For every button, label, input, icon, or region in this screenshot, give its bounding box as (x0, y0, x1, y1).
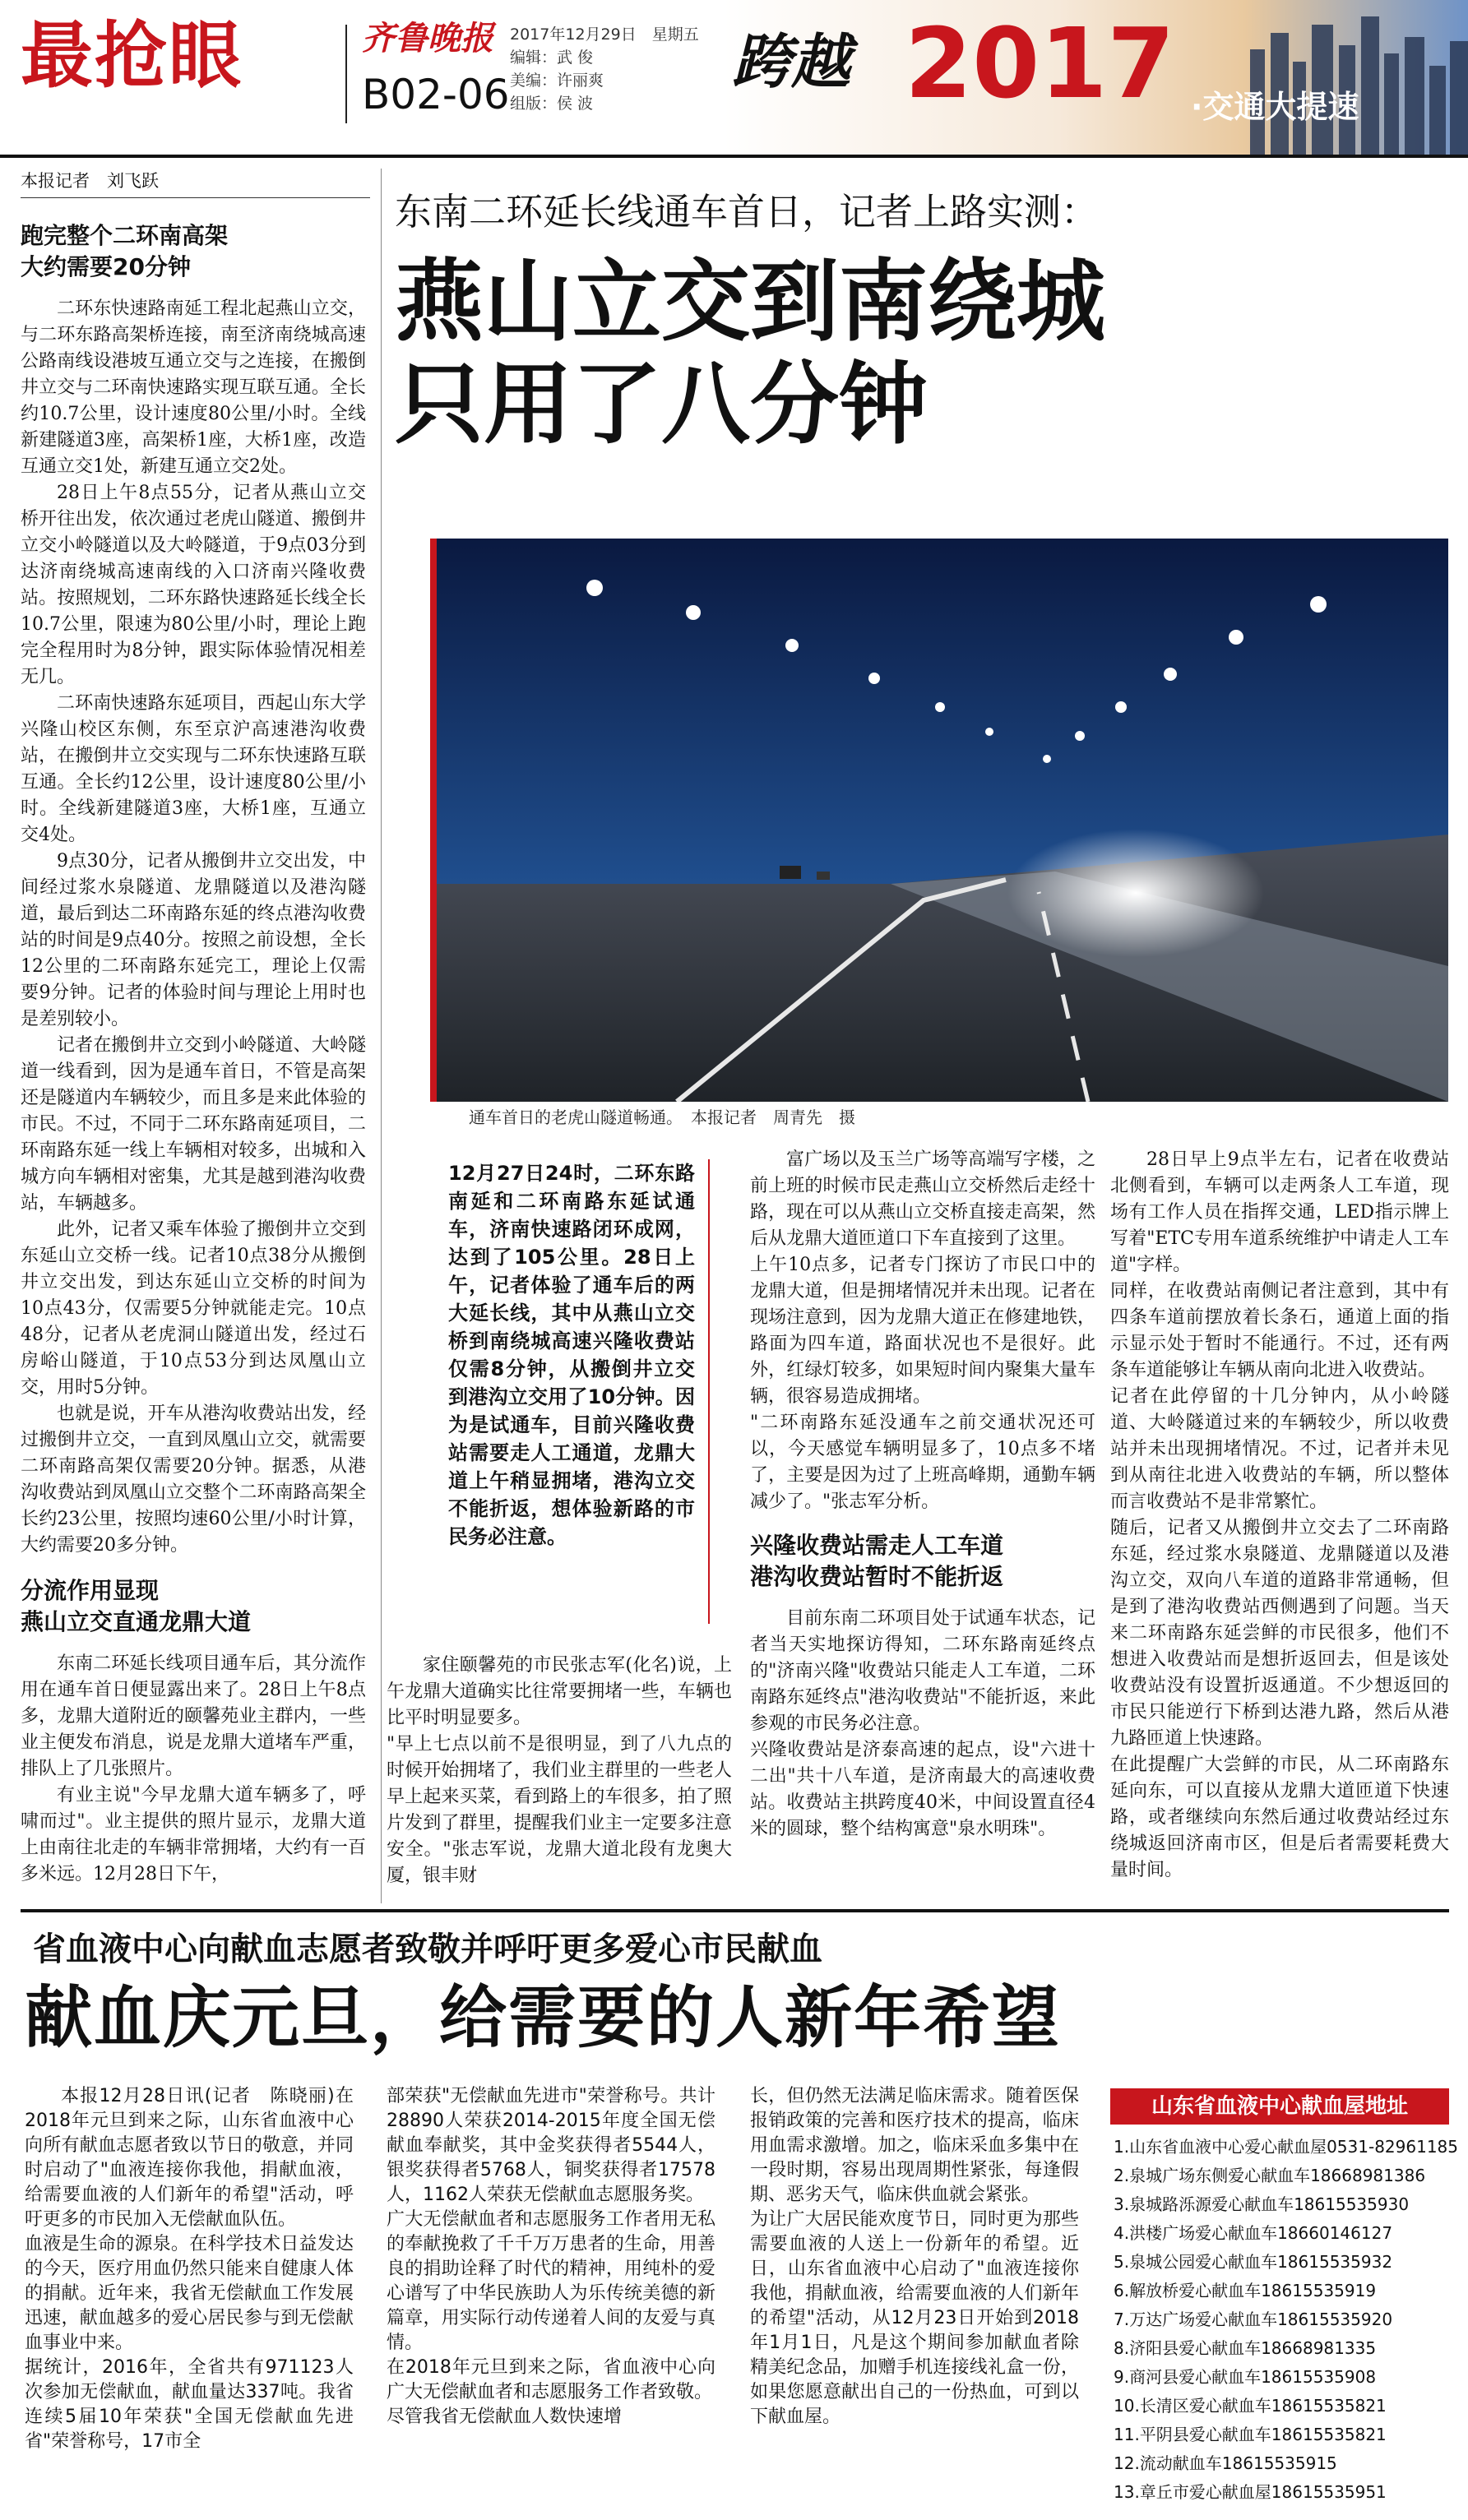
issue-weekday: 星期五 (651, 25, 699, 44)
list-item: 10.长清区爱心献血车18615535821 (1114, 2396, 1387, 2416)
sidebar-title: 山东省血液中心献血屋地址 (1110, 2088, 1449, 2125)
column-3-body-b: 目前东南二环项目处于试通车状态，记者当天实地探访得知，二环东路南延终点的"济南兴隆"收费站只能走人工车道，二环南路东延终点"港沟收费站"不能折返，来此参观的市民务必注意。 兴隆收费站是济泰高速的起点，设"六进十二出"共十八车道，是济南最大的高速收费站。收费站主拱跨度40米，中间设置直径4米的圆球，整个结构寓意"泉水明珠"。 (750, 1608, 1095, 1839)
paragraph: 此外，记者又乘车体验了搬倒井立交到东延山立交桥一线。记者10点38分从搬倒井立交出发，到达东延山立交桥的时间为10点43分，仅需要5分钟就能走完。10点48分，记者从老虎洞山隧道出发，经过石房峪山隧道，于10点53分到达凤凰山立交，用时5分钟。 (21, 1219, 366, 1398)
column-3-body: 富广场以及玉兰广场等高端写字楼，之前上班的时候市民走燕山立交桥然后走经十路，现在可以从燕山立交桥直接走高架，然后从龙鼎大道匝道口下车直接到了这里。 上午10点多，记者专门探访了市民口中的龙鼎大道，但是拥堵情况并未出现。记者在现场注意到，因为龙鼎大道正在修建地铁，路面为四车道，路面状况也不是很好。此外，红绿灯较多，如果短时间内聚集大量车辆，很容易造成拥堵。 "二环南路东延没通车之前交通状况还可以，今天感觉车辆明显多了，10点多不堵了，主要是因为过了上班高峰期，通勤车辆减少了。"张志军分析。 (750, 1149, 1095, 1512)
column-1 (21, 220, 366, 1888)
paper-name: 齐鲁晚报 (362, 19, 493, 58)
byline: 本报记者 刘飞跃 (21, 171, 159, 191)
headline-line-2: 只用了八分钟 (395, 354, 928, 456)
issue-date: 2017年12月29日 (510, 25, 637, 44)
issue-info (510, 23, 699, 115)
blood-column-3: 长，但仍然无法满足临床需求。随着医保报销政策的完善和医疗技术的提高，临床用血需求激增。加之，临床采血多集中在一段时期，容易出现周期性紧张，每逢假期、恶劣天气，临床供血就会紧张。 为让广大居民能欢度节日，同时更为那些需要血液的人送上一份新年的希望。近日，山东省血液中心启动了"血液连接你我他，捐献血液，给需要血液的人们新年的希望"活动，从12月23日开始到2018年1月1日，凡是这个期间参加献血者除精美纪念品，加赠手机连接线礼盒一份，如果您愿意献出自己的一份热血，可到以下献血屋。 (750, 2086, 1079, 2427)
art-line: 美编：许丽爽 (510, 72, 604, 90)
list-item: 11.平阴县爱心献血车18615535821 (1114, 2425, 1387, 2444)
paragraph: 东南二环延长线项目通车后，其分流作用在通车首日便显露出来了。28日上午8点多，龙鼎大道附近的颐馨苑业主群内，一些业主便发布消息，说是龙鼎大道堵车严重，排队上了几张照片。 (21, 1653, 366, 1779)
paragraph: 二环南快速路东延项目，西起山东大学兴隆山校区东侧，东至京沪高速港沟收费站，在搬倒井立交实现与二环东快速路互联互通。全长约12公里，设计速度80公里/小时。全线新建隧道3座，大桥1座，互通立交4处。 (21, 693, 366, 845)
blood-kicker: 省血液中心向献血志愿者致敬并呼吁更多爱心市民献血 (33, 1930, 822, 1968)
headline-line-1: 燕山立交到南绕城 (395, 251, 1106, 354)
tunnel-photo (430, 539, 1448, 1102)
donation-sidebar (1110, 2088, 1458, 2507)
paragraph: 28日上午8点55分，记者从燕山立交桥开往出发，依次通过老虎山隧道、搬倒井立交小岭隧道以及大岭隧道，于9点03分到达济南绕城高速南线的入口济南兴隆收费站。按照规划，二环东路快速路延长线全长10.7公里，限速为80公里/小时，理论上跑完全程用时为8分钟，跟实际体验情况相差无几。 (21, 483, 366, 687)
paragraph: 也就是说，开车从港沟收费站出发，经过搬倒井立交，一直到凤凰山立交，就需要二环南路高架仅需要20分钟。据悉，从港沟收费站到凤凰山立交整个二环南路高架全长约23公里，按照均速60公里/小时计算，大约需要20多分钟。 (21, 1403, 366, 1556)
column-1-body-b (21, 1651, 366, 1888)
paragraph: 有业主说"今早龙鼎大道车辆多了，呼啸而过"。业主提供的照片显示，龙鼎大道上由南往北走的车辆非常拥堵，大约有一百多米远。12月28日下午， (21, 1785, 366, 1884)
masthead (0, 0, 1468, 156)
paragraph: 9点30分，记者从搬倒井立交出发，中间经过浆水泉隧道、龙鼎隧道以及港沟隧道，最后到达二环南路东延的终点港沟收费站的时间是9点40分。按照之前设想，全长12公里的二环南路东延完工，理论上仅需要9分钟。记者的体验时间与理论上用时也是差别较小。 (21, 851, 366, 1029)
list-item: 2.泉城广场东侧爱心献血车18668981386 (1114, 2166, 1426, 2185)
subhead-3: 兴隆收费站需走人工车道 港沟收费站暂时不能折返 (750, 1532, 1004, 1590)
list-item: 9.商河县爱心献血车18615535908 (1114, 2367, 1377, 2387)
blood-headline: 献血庆元旦，给需要的人新年希望 (25, 1979, 1062, 2057)
list-item: 13.章丘市爱心献血屋18615535951 (1114, 2482, 1387, 2502)
list-item: 8.济阳县爱心献血车18668981335 (1114, 2338, 1377, 2358)
section-divider (21, 1909, 1449, 1912)
summary-box (448, 1159, 710, 1624)
list-item: 12.流动献血车18615535915 (1114, 2453, 1337, 2473)
list-item: 3.泉城路泺源爱心献血车18615535930 (1114, 2194, 1410, 2214)
page-code: B02-06 (362, 71, 510, 118)
photo-caption: 通车首日的老虎山隧道畅通。 本报记者 周青先 摄 (469, 1107, 855, 1127)
blood-column-2: 部荣获"无偿献血先进市"荣誉称号。共计28890人荣获2014-2015年度全国无偿献血奉献奖，其中金奖获得者5544人，银奖获得者5768人，铜奖获得者17578人，1162人荣获无偿献血志愿服务奖。 广大无偿献血者和志愿服务工作者用无私的奉献挽救了千千万万患者的生命，用善良的捐助诠释了时代的精神，用纯朴的爱心谱写了中华民族助人为乐传统美德的新篇章，用实际行动传递着人间的友爱与真情。 在2018年元旦到来之际，省血液中心向广大无偿献血者和志愿服务工作者致敬。 尽管我省无偿献血人数快速增 (387, 2086, 715, 2427)
banner-year: 2017 (905, 7, 1175, 120)
proof-line: 组版：侯 波 (510, 95, 594, 113)
list-item: 4.洪楼广场爱心献血车18660146127 (1114, 2223, 1393, 2243)
subhead-2: 分流作用显现 燕山立交直通龙鼎大道 (21, 1577, 252, 1635)
banner-subtitle: ·交通大提速 (1191, 89, 1359, 125)
kicker: 东南二环延长线通车首日，记者上路实测： (395, 190, 1099, 234)
list-item: 5.泉城公园爱心献血车18615535932 (1114, 2252, 1393, 2272)
list-item: 6.解放桥爱心献血车18615535919 (1114, 2281, 1377, 2300)
banner-title: 跨越 (732, 26, 851, 96)
section-title: 最抢眼 (21, 13, 243, 98)
column-4-body: 28日早上9点半左右，记者在收费站北侧看到，车辆可以走两条人工车道，现场有工作人员在指挥交通，LED指示牌上写着"ETC专用车道系统维护中请走人工车道"字样。 同样，在收费站南侧记者注意到，其中有四条车道前摆放着长条石，通道上面的指示显示处于暂时不能通行。不过，还有两条车道能够让车辆从南向北进入收费站。 记者在此停留的十几分钟内，从小岭隧道、大岭隧道过来的车辆较少，所以收费站并未出现拥堵情况。不过，记者并未见到从南往北进入收费站的车辆，所以整体而言收费站不是非常繁忙。 随后，记者又从搬倒井立交去了二环南路东延，经过浆水泉隧道、龙鼎隧道以及港沟立交，双向八车道的道路非常通畅，但是到了港沟收费站西侧遇到了问题。当天来二环南路东延尝鲜的市民很多，他们不想进入收费站而是想折返回去，但是该处收费站没有设置折返通道。不少想返回的市民只能逆行下桥到达港九路，然后从港九路匝道上快速路。 在此提醒广大尝鲜的市民，从二环南路东延向东，可以直接从龙鼎大道匝道下快速路，或者继续向东然后通过收费站经过东绕城返回济南市区，但是后者需要耗费大量时间。 (1110, 1149, 1449, 1880)
banner (724, 0, 1468, 156)
summary-text: 12月27日24时，二环东路南延和二环南路东延试通车，济南快速路闭环成网，达到了105公里。28日上午，记者体验了通车后的两大延长线，其中从燕山立交桥到南绕城高速兴隆收费站仅需8分钟，从搬倒井立交到港沟立交用了10分钟。因为是试通车，目前兴隆收费站需要走人工通道，龙鼎大道上午稍显拥堵，港沟立交不能折返，想体验新路的市民务必注意。 (448, 1162, 695, 1548)
column-1-body (21, 296, 366, 1559)
list-item: 7.万达广场爱心献血车18615535920 (1114, 2310, 1393, 2329)
editor-line: 编辑：武 俊 (510, 49, 594, 67)
paragraph: 二环东快速路南延工程北起燕山立交，与二环东路高架桥连接，南至济南绕城高速公路南线设港坡互通立交与之连接，在搬倒井立交与二环南快速路实现互联互通。全长约10.7公里，设计速度80公里/小时。全线新建隧道3座，高架桥1座，大桥1座，改造互通立交1处，新建互通立交2处。 (21, 298, 366, 477)
subhead-1: 跑完整个二环南高架 大约需要20分钟 (21, 222, 229, 280)
blood-column-1: 本报12月28日讯(记者 陈晓丽)在2018年元旦到来之际，山东省血液中心向所有献血志愿者致以节日的敬意，并同时启动了"血液连接你我他，捐献血液，给需要血液的人们新年的希望"活动，呼吁更多的市民加入无偿献血队伍。 血液是生命的源泉。在科学技术日益发达的今天，医疗用血仍然只能来自健康人体的捐献。近年来，我省无偿献血工作发展迅速，献血越多的爱心居民参与到无偿献血事业中来。 据统计，2016年，全省共有971123人次参加无偿献血，献血量达337吨。我省连续5届10年荣获"全国无偿献血先进省"荣誉称号，17市全 (25, 2086, 354, 2452)
paragraph: 记者在搬倒井立交到小岭隧道、大岭隧道一线看到，因为是通车首日，不管是高架还是隧道内车辆较少，而且多是来此体验的市民。不过，不同于二环东路南延项目，二环南路东延一线上车辆相对较多，出城和入城方向车辆相对密集，尤其是越到港沟收费站，车辆越多。 (21, 1035, 366, 1214)
column-2-body: 家住颐馨苑的市民张志军(化名)说，上午龙鼎大道确实比往常要拥堵一些，车辆也比平时明显要多。 "早上七点以前不是很明显，到了八九点的时候开始拥堵了，我们业主群里的一些老人早上起来买菜，看到路上的车很多，拍了照片发到了群里，提醒我们业主一定要多注意安全。"张志军说，龙鼎大道北段有龙奥大厦，银丰财 (387, 1655, 732, 1886)
list-item: 1.山东省血液中心爱心献血屋0531-82961185 (1114, 2137, 1458, 2157)
column-3 (750, 1147, 1095, 1843)
sidebar-list (1110, 2125, 1458, 2507)
